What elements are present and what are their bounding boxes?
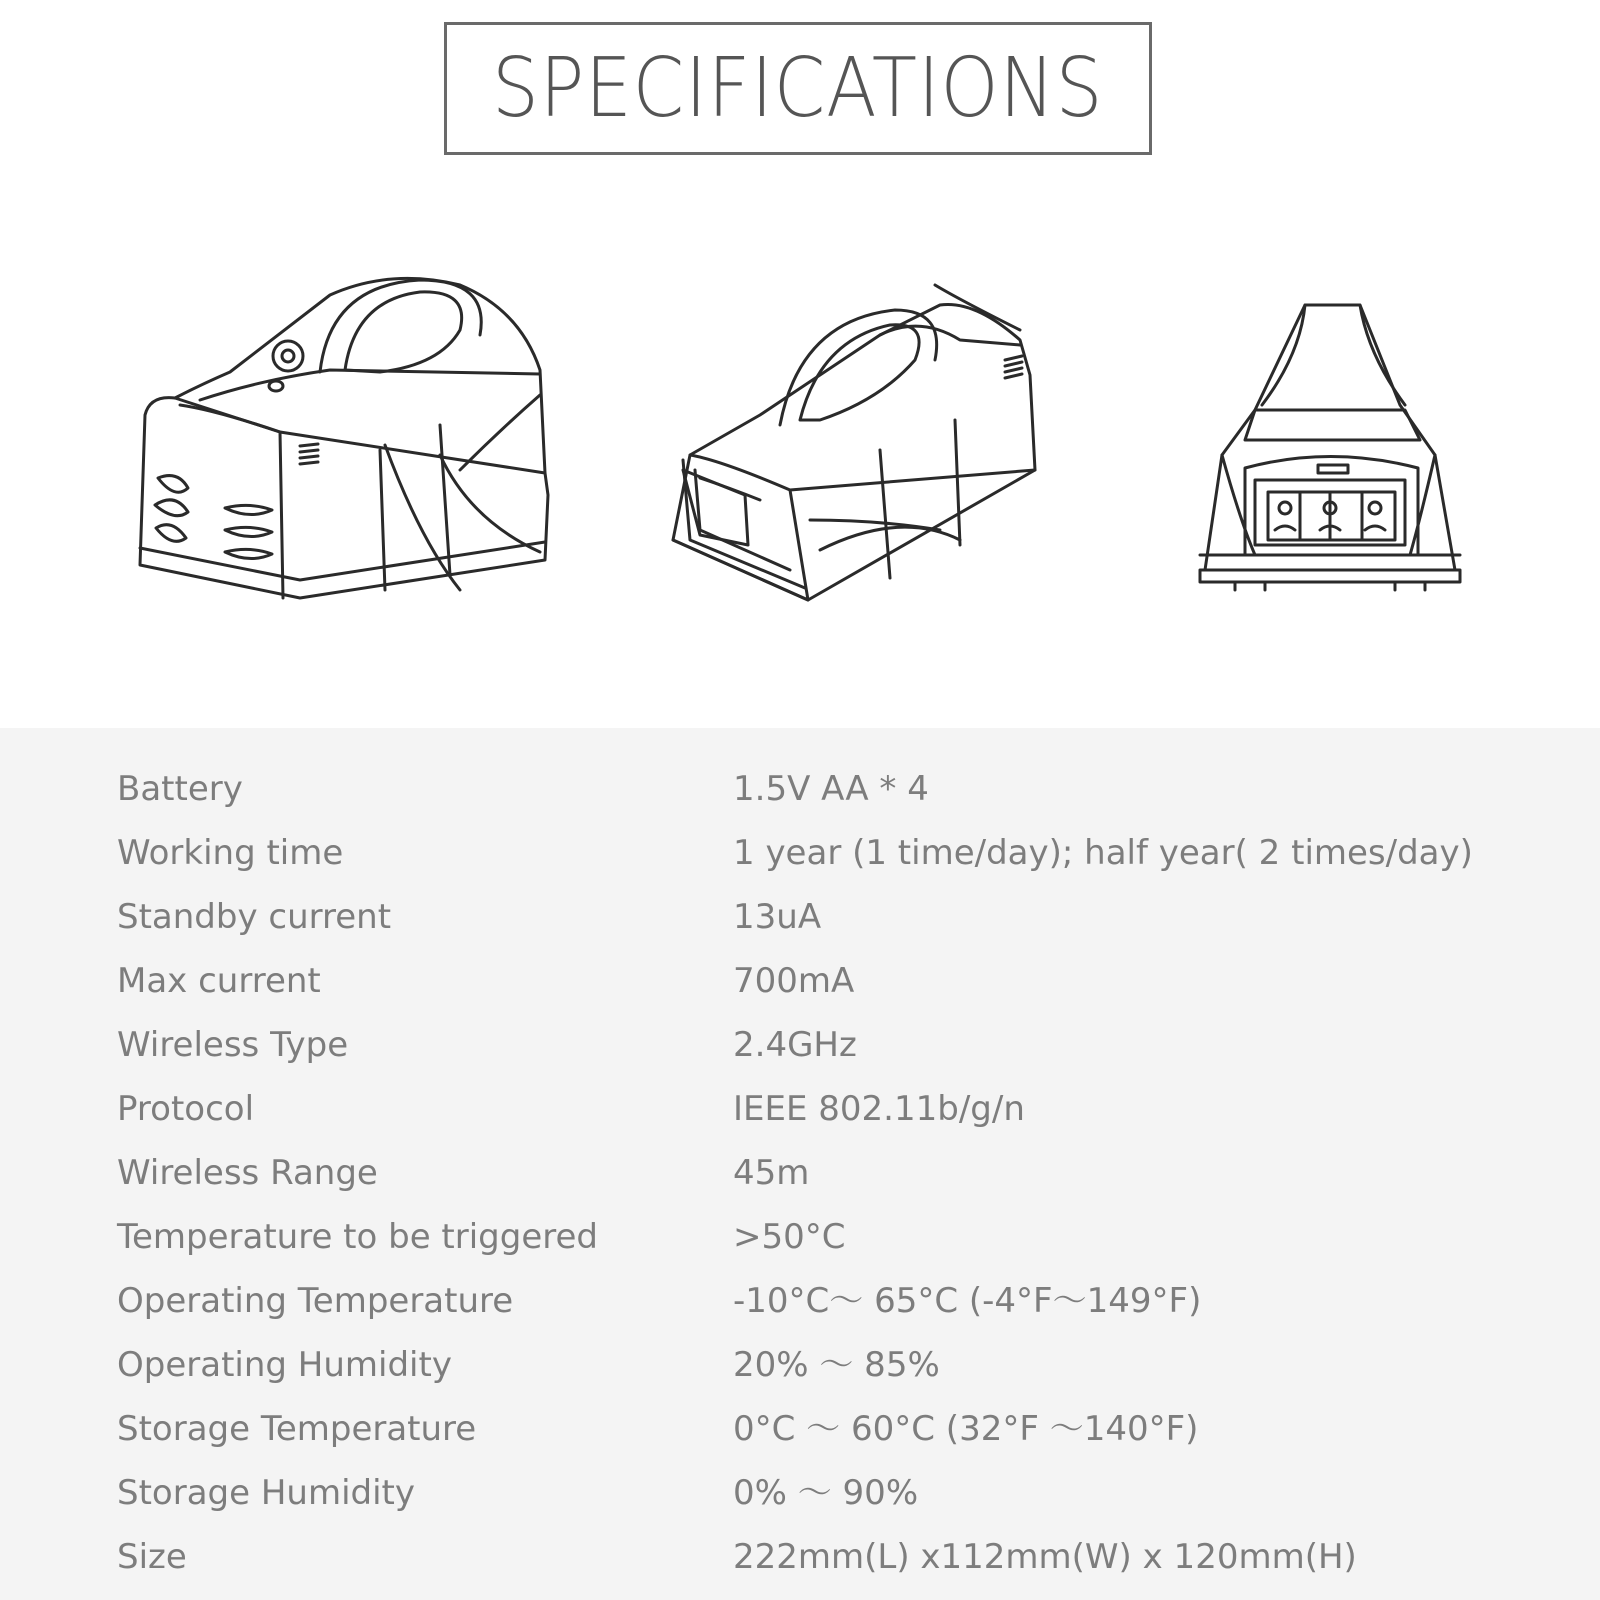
spec-label: Wireless Type [117, 1025, 349, 1065]
spec-row [0, 1397, 1600, 1461]
spec-row [0, 885, 1600, 949]
spec-value: IEEE 802.11b/g/n [733, 1089, 1025, 1129]
spec-label: Wireless Range [117, 1153, 378, 1193]
spec-label: Battery [117, 769, 243, 809]
spec-value: 0°C ～ 60°C (32°F ～140°F) [733, 1409, 1199, 1449]
spec-value: >50°C [733, 1217, 846, 1257]
header-section [0, 0, 1600, 728]
spec-row [0, 1269, 1600, 1333]
spec-row [0, 757, 1600, 821]
spec-value: 700mA [733, 961, 855, 1001]
page-title: SPECIFICATIONS [492, 40, 1104, 136]
spec-row [0, 1077, 1600, 1141]
spec-value: 2.4GHz [733, 1025, 857, 1065]
spec-value: 222mm(L) x112mm(W) x 120mm(H) [733, 1537, 1357, 1577]
spec-label: Size [117, 1537, 187, 1577]
spec-value: -10°C～ 65°C (-4°F～149°F) [733, 1281, 1202, 1321]
spec-label: Storage Temperature [117, 1409, 477, 1449]
spec-value: 0% ～ 90% [733, 1473, 919, 1513]
spec-value: 1 year (1 time/day); half year( 2 times/day) [733, 833, 1473, 873]
spec-row [0, 949, 1600, 1013]
spec-label: Storage Humidity [117, 1473, 415, 1513]
spec-label: Operating Humidity [117, 1345, 452, 1385]
spec-value: 1.5V AA * 4 [733, 769, 929, 809]
spec-value: 13uA [733, 897, 822, 937]
spec-row [0, 1013, 1600, 1077]
spec-row [0, 1525, 1600, 1589]
trap-front-angle-view [140, 278, 548, 598]
product-illustrations [0, 0, 1600, 728]
spec-value: 45m [733, 1153, 810, 1193]
trap-rear-angle-view [673, 285, 1035, 600]
spec-label: Working time [117, 833, 344, 873]
spec-table [0, 728, 1600, 1600]
spec-label: Standby current [117, 897, 392, 937]
spec-row [0, 1333, 1600, 1397]
spec-label: Operating Temperature [117, 1281, 514, 1321]
spec-label: Max current [117, 961, 321, 1001]
spec-value: 20% ～ 85% [733, 1345, 940, 1385]
spec-row [0, 1141, 1600, 1205]
spec-row [0, 821, 1600, 885]
spec-row [0, 1461, 1600, 1525]
spec-label: Protocol [117, 1089, 255, 1129]
spec-label: Temperature to be triggered [117, 1217, 598, 1257]
spec-row [0, 1205, 1600, 1269]
trap-front-view [1200, 305, 1460, 590]
